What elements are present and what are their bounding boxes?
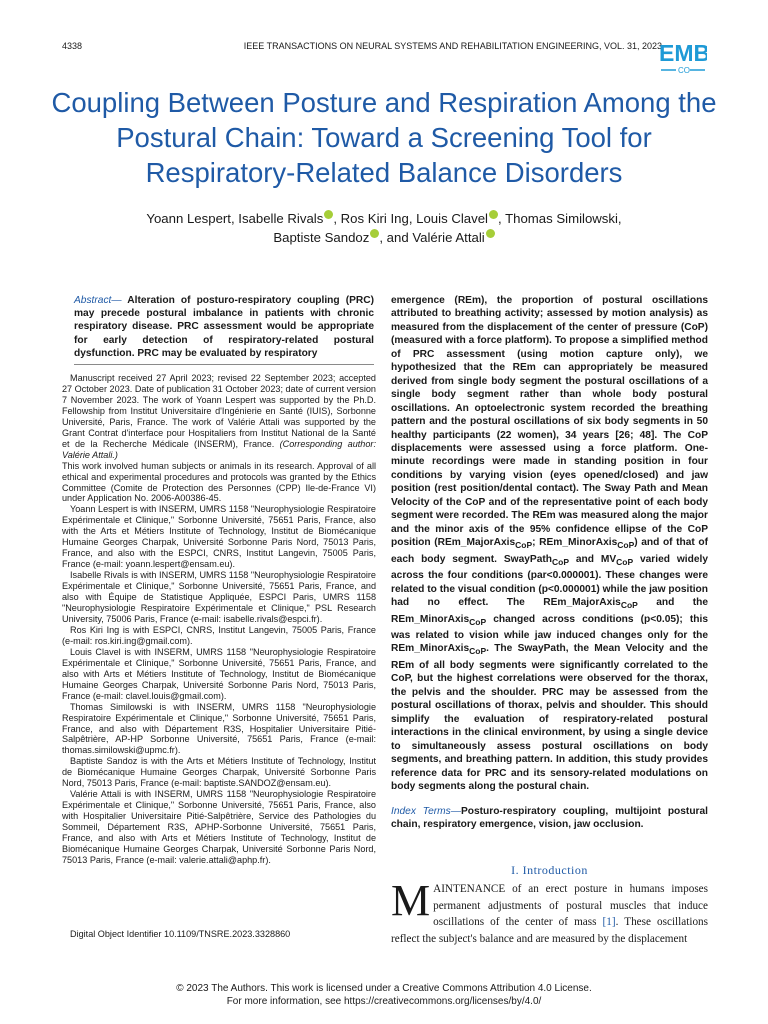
doi: Digital Object Identifier 10.1109/TNSRE.2023.3328860 bbox=[70, 929, 291, 939]
citation-link[interactable]: [1] bbox=[602, 916, 616, 928]
logo-text: EMB bbox=[659, 40, 707, 66]
emb-logo bbox=[659, 37, 707, 77]
page-number: 4338 bbox=[62, 41, 83, 51]
index-terms bbox=[391, 805, 708, 832]
author-text: , Thomas Similowski, bbox=[497, 211, 622, 226]
orcid-icon[interactable] bbox=[489, 210, 498, 219]
footnote-affiliation: Ros Kiri Ing is with ESPCI, CNRS, Institut Langevin, 75005 Paris, France (e-mail: ros.kiri.ing@gmail.com). bbox=[62, 624, 376, 646]
footnote-affiliation: Isabelle Rivals is with INSERM, UMRS 1158 "Neurophysiologie Respiratoire Expérimentale et Clinique," Sorbonne Université, 75651 Paris, France, and also with Équipe de Statistique Appliquée, ESPCI Paris, UMRS 1158 "Neurophysiologie Respiratoire Expérimentale et Clinique," PSL Research University, 75006 Paris, France (e-mail: isabelle.rivals@espci.fr). bbox=[62, 570, 376, 624]
orcid-icon[interactable] bbox=[370, 229, 379, 238]
license-line: © 2023 The Authors. This work is licensed under a Creative Commons Attribution 4.0 License. bbox=[176, 983, 592, 994]
journal-header: IEEE TRANSACTIONS ON NEURAL SYSTEMS AND REHABILITATION ENGINEERING, VOL. 31, 2023 bbox=[243, 41, 662, 51]
index-terms-lead: Index Terms— bbox=[391, 806, 461, 817]
license-notice bbox=[60, 982, 708, 1008]
abstract-continued: emergence (REm), the proportion of postural oscillations attributed to breathing activity; assessed by motion analysis) as measured from the displacement of the center of pressure (CoP) (measured with a force platform). To propose a simplified method of PRC assessment (using motion capture only), we hypothesized that the REm can appropriately be measured derived from single body segment the postural oscillations of a single body segment rather than whole body postural oscillations. An optoelectronic system recorded the breathing pattern and the postural oscillations of six body segments in 50 healthy participants (22 women), 34 years [26; 48]. The CoP displacements were assessed using a force platform. One-minute recordings were made in standing position in four conditions by varying vision (eyes opened/closed) and jaw position (rest position/dental contact). The Sway Path and Mean Velocity of the CoP and of the representative point of each body segment were recorded. The REm was measured along the major and the minor axis of the 95% confidence ellipse of the CoP position (REm_MajorAxis$_{CoP}$; REm_MinorAxis$_{CoP}$) and of that of each body segment. SwayPath$_{CoP}$ and $MV_{CoP}$ varied widely across the four conditions (par<0.000001). These changes were related to the visual condition (p<0.000001) while the jaw position had no effect. The REm_MajorAxis$_{CoP}$ and the REm_MinorAxis$_{CoP}$ changed across conditions (p<0.05); this was related to vision while jaw induced changes only for the REm_MinorAxis$_{CoP}$. The SwayPath, the Mean Velocity and the REm of all body segments were significantly correlated to the CoP, but the highest correlations were observed for the thorax, the pelvis and the shoulder. PRC may be assessed from the postural oscillations of thorax, pelvis and shoulder. This should simplify the evaluation of respiratory-related postural interactions in the clinical environment, by using a single device to simultaneously assess postural oscillations on body segments, and breathing pattern. In addition, this study provides reference data for PRC and its sensory-related modulations on body segments along the postural chain. bbox=[391, 295, 709, 793]
abstract-right bbox=[391, 294, 708, 793]
footnote-affiliation: Yoann Lespert is with INSERM, UMRS 1158 "Neurophysiologie Respiratoire Expérimentale et Clinique," Sorbonne Université, 75651 Paris, France, also with the Arts et Métiers Institute of Technology, Institut de Biomécanique Humaine Georges Charpak, Université Sorbonne Paris Nord, 75013 Paris, France, and also with the ESPCI, CNRS, Institut Langevin, 75005 Paris, France (e-mail: yoann.lespert@ensam.eu). bbox=[62, 504, 376, 570]
footnote-affiliation: Baptiste Sandoz is with the Arts et Métiers Institute of Technology, Institut de Biomécanique Humaine Georges Charpak, Université Sorbonne Paris Nord, 75013 Paris, France (e-mail: baptiste.SANDOZ@ensam.eu). bbox=[62, 756, 376, 789]
section-heading: I. Introduction bbox=[511, 863, 588, 877]
author-text: Yoann Lespert, Isabelle Rivals bbox=[146, 211, 324, 226]
logo-subtext: CO bbox=[678, 66, 690, 75]
abstract-left bbox=[74, 294, 374, 360]
orcid-icon[interactable] bbox=[486, 229, 495, 238]
intro-paragraph: MAINTENANCE of an erect posture in humans imposes permanent adjustments of postural muscles that induce oscillations of the center of mass [1]. These oscillations reflect the subject's balance and are measured by the displacement bbox=[391, 876, 708, 945]
footnote-ethics: This work involved human subjects or animals in its research. Approval of all ethical and experimental procedures and protocols was granted by the Ethics Committee (Comite de Protection des Personnes (CPP) Ile-de-France VI) under Application No. 2006-A00386-45. bbox=[62, 460, 376, 504]
abstract-text: Alteration of posturo-respiratory coupling (PRC) may precede postural imbalance in patients with chronic respiratory disease. PRC assessment would be appropriate for early detection of respiratory-related postural dysfunction. PRC may be evaluated by respiratory bbox=[74, 295, 374, 359]
license-link[interactable]: For more information, see https://creativecommons.org/licenses/by/4.0/ bbox=[226, 996, 542, 1007]
footnote-manuscript: Manuscript received 27 April 2023; revised 22 September 2023; accepted 27 October 2023. Date of publication 31 October 2023; date of current version 7 November 2023. The work of Yoann Lespert was supported by the Ph.D. Fellowship from Institut Universitaire d'Ingénierie en Santé (IUIS), Sorbonne Université, Paris, France. The work of Valérie Attali was supported by the Grant Contrat d'interface pour Hospitaliers from Institut National de la Santé et de la Recherche Médicale (INSERM), France. (Corresponding author: Valérie Attali.) bbox=[62, 373, 376, 460]
corresponding-author: (Corresponding author: Valérie Attali.) bbox=[62, 438, 376, 460]
author-text: Baptiste Sandoz bbox=[273, 230, 370, 245]
abstract-lead: Abstract— bbox=[74, 295, 122, 306]
index-terms-text: Posturo-respiratory coupling, multijoint postural chain, respiratory emergence, vision, jaw occlusion. bbox=[391, 806, 709, 831]
footnote-affiliation: Louis Clavel is with INSERM, UMRS 1158 "Neurophysiologie Respiratoire Expérimentale et Clinique," Sorbonne Université, 75651 Paris, France, and also with Arts et Métiers Institute of Technology, Institut de Biomécanique Humaine Georges Charpak, Université Sorbonne Paris Nord, 75013 Paris, France (e-mail: clavel.louis@gmail.com). bbox=[62, 646, 376, 701]
author-text: , Ros Kiri Ing, Louis Clavel bbox=[333, 211, 488, 226]
emb-logo-icon bbox=[659, 37, 707, 77]
paper-title: Coupling Between Posture and Respiration Among the Postural Chain: Toward a Screening Tool for Respiratory-Related Balance Disorders bbox=[51, 87, 717, 188]
dropcap: M bbox=[391, 876, 431, 925]
footnote-divider bbox=[74, 364, 374, 365]
footnote-affiliation: Valérie Attali is with INSERM, UMRS 1158 "Neurophysiologie Respiratoire Expérimentale et Clinique," Sorbonne Université, 75651 Paris, France, also with Hospitalier Universitaire Pitié-Salpêtrière, Service des Pathologies du Sommeil, Département R3S, APHP-Sorbonne Université, 75651 Paris, France, and also with Arts et Métiers Institute of Technology, Institut de Biomécanique Humaine Georges Charpak, Université Sorbonne Paris Nord, 75013 Paris, France (e-mail: valerie.attali@aphp.fr). bbox=[62, 789, 376, 865]
footnotes bbox=[62, 373, 376, 866]
author-text: , and Valérie Attali bbox=[379, 230, 485, 245]
footnote-affiliation: Thomas Similowski is with INSERM, UMRS 1158 "Neurophysiologie Respiratoire Expérimentale et Clinique," Sorbonne Université, 75651 Paris, France, and also with Département R3S, Hospitalier Universitaire Pitié-Salpêtrière, AP-HP Sorbonne Université, 75651 Paris, France (e-mail: thomas.similowski@upmc.fr). bbox=[62, 701, 376, 756]
orcid-icon[interactable] bbox=[324, 210, 333, 219]
author-list bbox=[90, 209, 678, 247]
